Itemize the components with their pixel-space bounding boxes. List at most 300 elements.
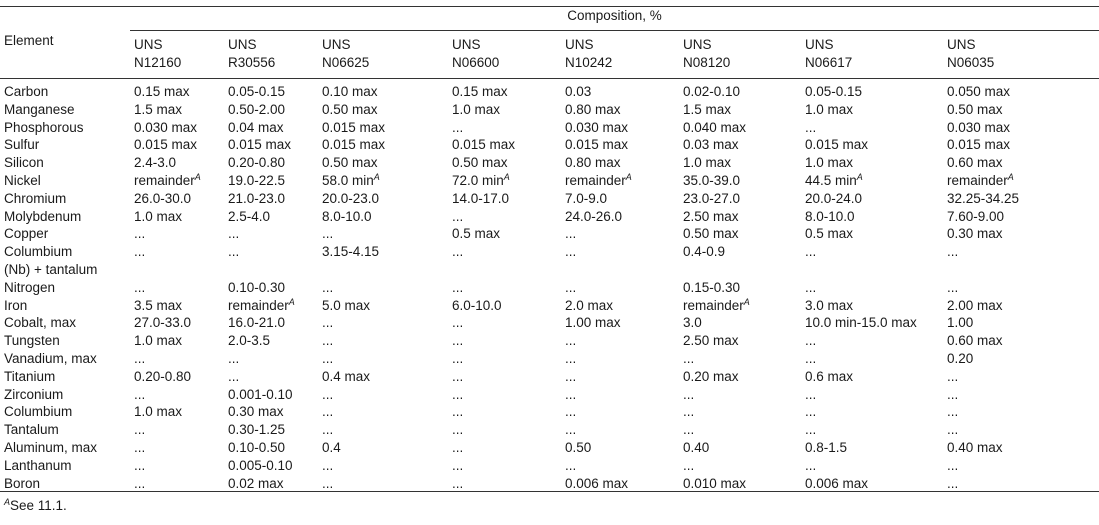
- composition-cell: [228, 172, 285, 190]
- cell-value: ...: [683, 351, 695, 366]
- cell-value: ...: [322, 404, 334, 420]
- element-name: Phosphorous: [4, 119, 84, 135]
- composition-cell: [947, 225, 1003, 243]
- composition-cell: [565, 136, 628, 154]
- cell-value: ...: [322, 422, 334, 438]
- composition-cell: [683, 279, 740, 297]
- cell-value: 20.0-23.0: [322, 190, 380, 206]
- cell-value: 23.0-27.0: [683, 190, 741, 206]
- element-name: Nitrogen: [4, 279, 56, 295]
- composition-cell: [683, 208, 739, 226]
- cell-value: 0.20-0.80: [134, 368, 192, 384]
- cell-value: remainder: [565, 173, 626, 188]
- cell-value: ...: [565, 279, 577, 295]
- composition-cell: [805, 83, 862, 101]
- composition-cell: [947, 475, 958, 493]
- composition-cell: [228, 421, 285, 439]
- composition-cell: [134, 154, 176, 172]
- composition-cell: [947, 119, 1010, 137]
- composition-header: Composition, %: [567, 8, 662, 23]
- composition-cell: [805, 243, 816, 261]
- composition-cell: [452, 350, 463, 368]
- cell-value: 0.15 max: [134, 84, 190, 99]
- composition-cell: [683, 475, 746, 493]
- cell-value: 1.5 max: [683, 101, 732, 117]
- cell-value: ...: [805, 333, 817, 349]
- cell-value: 0.015 max: [322, 119, 386, 135]
- uns-column-header: [683, 36, 730, 72]
- cell-value: ...: [452, 351, 464, 366]
- cell-value: remainder: [683, 297, 744, 313]
- composition-cell: [565, 475, 628, 493]
- composition-cell: [683, 101, 731, 119]
- cell-value: 7.60-9.00: [947, 208, 1005, 224]
- composition-cell: [322, 475, 333, 493]
- composition-cell: [452, 297, 502, 315]
- cell-value: ...: [228, 244, 240, 260]
- cell-value: 26.0-30.0: [134, 190, 192, 206]
- footnote-ref: A: [194, 172, 201, 182]
- uns-code: N10242: [565, 55, 613, 70]
- composition-cell: [134, 421, 145, 439]
- cell-value: 2.5-4.0: [228, 208, 271, 224]
- footnote-text: See 11.1.: [10, 498, 67, 513]
- uns-code: N06625: [322, 55, 370, 70]
- composition-cell: [683, 225, 739, 243]
- table-row: [0, 208, 1099, 226]
- composition-cell: [947, 279, 958, 297]
- cell-value: 24.0-26.0: [565, 208, 623, 224]
- cell-value: ...: [947, 404, 959, 420]
- composition-cell: [947, 457, 958, 475]
- uns-prefix: UNS: [565, 37, 594, 52]
- composition-cell: [322, 368, 370, 386]
- composition-cell: [228, 350, 239, 368]
- composition-cell: [565, 279, 576, 297]
- composition-cell: [134, 297, 182, 315]
- composition-cell: [322, 154, 378, 172]
- cell-value: ...: [565, 386, 577, 402]
- composition-cell: [228, 386, 293, 404]
- element-name: Silicon: [4, 155, 44, 171]
- composition-cell: [565, 421, 576, 439]
- uns-column-header: [805, 36, 852, 72]
- cell-value: 0.030 max: [565, 119, 629, 135]
- composition-cell: [805, 403, 816, 421]
- composition-cell: [322, 350, 333, 368]
- cell-value: 0.15 max: [452, 84, 508, 99]
- composition-cell: [683, 421, 694, 439]
- composition-cell: [565, 190, 607, 208]
- composition-cell: [322, 119, 385, 137]
- cell-value: 0.80 max: [565, 101, 621, 117]
- cell-value: ...: [322, 351, 334, 366]
- element-name: Cobalt, max: [4, 315, 77, 331]
- cell-value: ...: [683, 422, 695, 438]
- element-name: Aluminum, max: [4, 440, 98, 455]
- cell-value: ...: [134, 440, 146, 455]
- cell-value: ...: [452, 404, 464, 420]
- element-name: Molybdenum: [4, 208, 82, 224]
- element-name: Vanadium, max: [4, 351, 97, 366]
- composition-cell: [452, 208, 463, 226]
- composition-cell: [805, 457, 816, 475]
- cell-value: 0.001-0.10: [228, 386, 293, 402]
- cell-value: ...: [134, 244, 146, 260]
- composition-cell: [452, 332, 463, 350]
- composition-cell: [322, 457, 333, 475]
- composition-cell: [228, 119, 284, 137]
- composition-cell: [134, 457, 145, 475]
- table-row: [0, 332, 1099, 350]
- cell-value: 1.00: [947, 315, 974, 331]
- composition-cell: [565, 83, 591, 101]
- cell-value: 2.50 max: [683, 333, 739, 349]
- table-row: [0, 154, 1099, 172]
- table-row: [0, 119, 1099, 137]
- composition-cell: [683, 386, 694, 404]
- cell-value: ...: [452, 422, 464, 438]
- cell-value: 3.0 max: [805, 297, 854, 313]
- cell-value: 5.0 max: [322, 297, 371, 313]
- uns-column-header: [947, 36, 994, 72]
- composition-cell: [322, 403, 333, 421]
- composition-cell: [565, 154, 621, 172]
- cell-value: 16.0-21.0: [228, 315, 286, 331]
- cell-value: ...: [134, 475, 146, 491]
- footnote: [4, 498, 67, 513]
- composition-cell: [947, 154, 1003, 172]
- cell-value: 0.20: [947, 351, 974, 366]
- cell-value: 0.50 max: [322, 101, 378, 117]
- cell-value: ...: [452, 457, 464, 473]
- cell-value: ...: [134, 279, 146, 295]
- cell-value: 0.040 max: [683, 119, 747, 135]
- footnote-ref: A: [373, 172, 380, 182]
- composition-cell: [947, 350, 973, 368]
- element-name: Tungsten: [4, 333, 60, 349]
- cell-value: ...: [452, 244, 464, 260]
- composition-cell: [134, 83, 190, 101]
- cell-value: ...: [322, 226, 334, 242]
- composition-cell: [228, 457, 293, 475]
- footnote-ref: A: [288, 296, 295, 307]
- composition-cell: [322, 83, 378, 101]
- composition-cell: [322, 172, 380, 190]
- composition-cell: [452, 136, 515, 154]
- table-row: [0, 368, 1099, 386]
- cell-value: 58.0 min: [322, 173, 374, 188]
- composition-cell: [565, 172, 632, 190]
- composition-cell: [683, 350, 694, 368]
- cell-value: ...: [565, 226, 577, 242]
- cell-value: 0.005-0.10: [228, 457, 293, 473]
- element-name: Copper: [4, 226, 49, 242]
- cell-value: 0.60 max: [947, 333, 1003, 349]
- composition-cell: [805, 208, 855, 226]
- cell-value: ...: [134, 457, 146, 473]
- composition-cell: [134, 332, 182, 350]
- cell-value: remainder: [228, 297, 289, 313]
- table-row: [0, 314, 1099, 332]
- cell-value: 27.0-33.0: [134, 315, 192, 331]
- composition-cell: [322, 208, 372, 226]
- uns-code: R30556: [228, 55, 276, 70]
- cell-value: ...: [134, 226, 146, 242]
- composition-cell: [805, 332, 816, 350]
- cell-value: 0.050 max: [947, 84, 1011, 99]
- composition-cell: [452, 421, 463, 439]
- composition-cell: [805, 350, 816, 368]
- cell-value: 0.10-0.50: [228, 440, 286, 455]
- composition-cell: [805, 136, 868, 154]
- composition-cell: [947, 83, 1010, 101]
- uns-prefix: UNS: [452, 37, 481, 52]
- cell-value: ...: [947, 475, 959, 491]
- cell-value: 0.40 max: [947, 440, 1003, 455]
- cell-value: ...: [805, 351, 817, 366]
- element-name: Columbium: [4, 244, 73, 260]
- cell-value: 19.0-22.5: [228, 173, 286, 188]
- composition-cell: [228, 314, 285, 332]
- cell-value: 35.0-39.0: [683, 173, 741, 188]
- header-bottom-rule: [0, 78, 1099, 79]
- composition-cell: [322, 190, 379, 208]
- composition-cell: [134, 172, 201, 190]
- cell-value: 0.030 max: [947, 119, 1011, 135]
- cell-value: 20.0-24.0: [805, 190, 863, 206]
- composition-cell: [134, 439, 145, 457]
- composition-cell: [683, 172, 740, 190]
- composition-cell: [683, 439, 709, 457]
- composition-cell: [947, 297, 1003, 315]
- cell-value: ...: [228, 351, 240, 366]
- composition-cell: [134, 190, 191, 208]
- cell-value: 0.50 max: [683, 226, 739, 242]
- cell-value: ...: [452, 368, 464, 384]
- cell-value: 0.4 max: [322, 368, 371, 384]
- cell-value: 0.02-0.10: [683, 84, 741, 99]
- composition-cell: [452, 172, 510, 190]
- composition-cell: [565, 332, 576, 350]
- composition-cell: [322, 332, 333, 350]
- cell-value: 1.0 max: [683, 155, 732, 171]
- cell-value: 1.0 max: [134, 404, 183, 420]
- uns-code: N06617: [805, 55, 853, 70]
- cell-value: ...: [322, 333, 334, 349]
- cell-value: 0.010 max: [683, 475, 747, 491]
- composition-cell: [228, 190, 285, 208]
- footnote-ref: A: [1007, 172, 1014, 182]
- composition-cell: [565, 368, 576, 386]
- cell-value: ...: [452, 440, 464, 455]
- cell-value: 1.0 max: [805, 101, 854, 117]
- composition-cell: [322, 314, 333, 332]
- element-name: Manganese: [4, 101, 75, 117]
- composition-cell: [322, 421, 333, 439]
- footnote-ref: A: [856, 172, 863, 182]
- cell-value: ...: [322, 386, 334, 402]
- cell-value: 2.0 max: [565, 297, 614, 313]
- cell-value: ...: [805, 422, 817, 438]
- uns-column-header: [228, 36, 275, 72]
- composition-cell: [134, 119, 197, 137]
- cell-value: 6.0-10.0: [452, 297, 502, 313]
- composition-cell: [228, 136, 291, 154]
- composition-cell: [322, 439, 341, 457]
- cell-value: 0.05-0.15: [805, 84, 863, 99]
- composition-cell: [322, 136, 385, 154]
- element-column-header: Element: [4, 33, 54, 48]
- composition-cell: [947, 243, 958, 261]
- cell-value: 0.80 max: [565, 155, 621, 171]
- cell-value: 0.8-1.5: [805, 440, 848, 455]
- composition-cell: [683, 83, 740, 101]
- cell-value: 0.02 max: [228, 475, 284, 491]
- cell-value: 32.25-34.25: [947, 190, 1020, 206]
- composition-cell: [565, 350, 576, 368]
- cell-value: ...: [805, 279, 817, 295]
- cell-value: ...: [452, 119, 464, 135]
- element-name: Zirconium: [4, 386, 64, 402]
- composition-cell: [322, 297, 370, 315]
- cell-value: 10.0 min-15.0 max: [805, 315, 917, 331]
- cell-value: 0.015 max: [134, 137, 198, 153]
- cell-value: 0.60 max: [947, 155, 1003, 171]
- element-name: Columbium: [4, 404, 73, 420]
- composition-cell: [947, 190, 1019, 208]
- composition-cell: [452, 457, 463, 475]
- composition-cell: [452, 119, 463, 137]
- composition-cell: [134, 208, 182, 226]
- composition-cell: [452, 403, 463, 421]
- cell-value: 1.0 max: [134, 208, 183, 224]
- composition-cell: [452, 475, 463, 493]
- uns-prefix: UNS: [228, 37, 257, 52]
- cell-value: 8.0-10.0: [805, 208, 855, 224]
- composition-cell: [565, 314, 621, 332]
- cell-value: 0.030 max: [134, 119, 198, 135]
- cell-value: 0.4: [322, 440, 341, 455]
- composition-cell: [683, 332, 739, 350]
- uns-column-header: [322, 36, 369, 72]
- cell-value: ...: [565, 422, 577, 438]
- element-name: (Nb) + tantalum: [4, 262, 98, 277]
- composition-cell: [947, 208, 1004, 226]
- cell-value: 3.5 max: [134, 297, 183, 313]
- element-name: Lanthanum: [4, 457, 72, 473]
- composition-cell: [452, 279, 463, 297]
- cell-value: ...: [452, 475, 464, 491]
- uns-column-header: [134, 36, 181, 72]
- cell-value: ...: [565, 368, 577, 384]
- composition-cell: [228, 83, 285, 101]
- element-name: Tantalum: [4, 422, 59, 438]
- uns-prefix: UNS: [322, 37, 351, 52]
- composition-cell: [322, 279, 333, 297]
- cell-value: 0.4-0.9: [683, 244, 726, 260]
- element-name: Boron: [4, 475, 41, 491]
- table-row: [0, 297, 1099, 315]
- cell-value: 0.40: [683, 440, 710, 455]
- composition-cell: [452, 190, 509, 208]
- table-row: [0, 136, 1099, 154]
- cell-value: ...: [947, 279, 959, 295]
- cell-value: 0.015 max: [322, 137, 386, 153]
- cell-value: ...: [322, 279, 334, 295]
- composition-cell: [228, 225, 239, 243]
- cell-value: 2.0-3.5: [228, 333, 271, 349]
- composition-cell: [947, 101, 1003, 119]
- table-row: [0, 225, 1099, 243]
- composition-cell: [565, 225, 576, 243]
- table-row: [0, 279, 1099, 297]
- composition-cell: [805, 368, 853, 386]
- cell-value: 0.015 max: [228, 137, 292, 153]
- composition-cell: [947, 403, 958, 421]
- composition-cell: [134, 101, 182, 119]
- cell-value: 0.50 max: [322, 155, 378, 171]
- composition-cell: [452, 368, 463, 386]
- composition-cell: [947, 136, 1010, 154]
- cell-value: 0.50 max: [452, 155, 508, 171]
- composition-cell: [322, 386, 333, 404]
- composition-cell: [683, 457, 694, 475]
- cell-value: ...: [805, 386, 817, 402]
- table-row: [0, 243, 1099, 261]
- composition-cell: [565, 101, 621, 119]
- cell-value: ...: [452, 279, 464, 295]
- cell-value: 0.20 max: [683, 368, 739, 384]
- cell-value: 0.15-0.30: [683, 279, 741, 295]
- composition-cell: [805, 190, 862, 208]
- cell-value: ...: [565, 333, 577, 349]
- composition-cell: [805, 154, 853, 172]
- cell-value: ...: [683, 457, 695, 473]
- composition-cell: [683, 243, 725, 261]
- composition-cell: [947, 332, 1003, 350]
- composition-cell: [565, 208, 622, 226]
- composition-cell: [683, 297, 750, 315]
- uns-prefix: UNS: [947, 37, 976, 52]
- cell-value: 0.006 max: [565, 475, 629, 491]
- composition-cell: [565, 119, 628, 137]
- table-top-rule: [0, 6, 1099, 7]
- cell-value: 0.015 max: [565, 137, 629, 153]
- cell-value: 1.0 max: [805, 155, 854, 171]
- cell-value: ...: [805, 404, 817, 420]
- composition-cell: [947, 439, 1003, 457]
- composition-cell: [134, 350, 145, 368]
- composition-cell: [683, 154, 731, 172]
- cell-value: ...: [322, 475, 334, 491]
- element-name: Titanium: [4, 368, 56, 384]
- cell-value: ...: [947, 368, 959, 384]
- cell-value: ...: [228, 368, 240, 384]
- cell-value: ...: [565, 404, 577, 420]
- cell-value: 0.5 max: [452, 226, 501, 242]
- composition-cell: [134, 314, 191, 332]
- cell-value: ...: [805, 119, 817, 135]
- cell-value: 2.50 max: [683, 208, 739, 224]
- cell-value: 0.30 max: [947, 226, 1003, 242]
- cell-value: ...: [565, 457, 577, 473]
- uns-prefix: UNS: [134, 37, 163, 52]
- composition-cell: [805, 101, 853, 119]
- composition-cell: [565, 386, 576, 404]
- composition-cell: [947, 314, 973, 332]
- table-row: [0, 439, 1099, 457]
